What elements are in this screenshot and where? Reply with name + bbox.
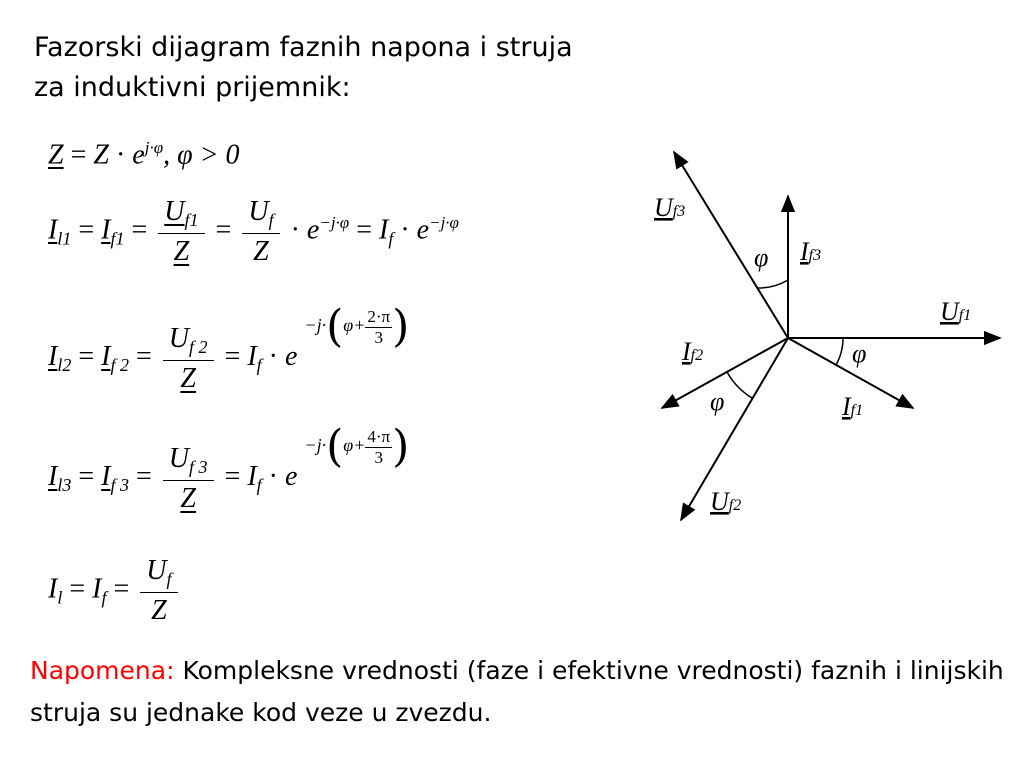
phasor-diagram <box>630 130 1020 540</box>
eq2-z: Z <box>173 236 190 267</box>
label-phi-2: φ <box>710 387 725 416</box>
label-if1: If1 <box>842 392 864 421</box>
eq2-i: I <box>101 214 111 246</box>
eq5-i-lhs: I <box>48 573 58 605</box>
eq5-i: I <box>92 573 102 605</box>
eq2-i-sub: f1 <box>110 228 125 249</box>
eq3-u: U <box>168 322 190 354</box>
eq4-i: I <box>101 461 111 493</box>
label-if3: If3 <box>800 237 822 266</box>
eq3-lhs-sub: l2 <box>57 355 72 376</box>
eq2-uf: U <box>248 196 269 227</box>
eq1-z-magnitude: Z <box>93 139 109 171</box>
eq1-equals: = <box>70 139 87 171</box>
eq3-i-sub: f 2 <box>110 355 129 376</box>
eq1-condition: , φ > 0 <box>163 139 240 171</box>
slide-title <box>34 28 573 108</box>
note-paragraph <box>30 650 1020 734</box>
eq3-exponent: −j·(φ+ $\frac{2\cdot\pi}{3}$ ) <box>304 301 410 352</box>
eq5-z: Z <box>151 595 167 626</box>
equation-impedance <box>48 138 240 171</box>
eq3-z: Z <box>180 362 196 394</box>
label-uf2: Uf2 <box>710 487 742 516</box>
eq2-exponent-2: −j·φ <box>429 213 459 233</box>
eq4-i-lhs: I <box>48 461 58 493</box>
title-line-2: za induktivni prijemnik: <box>34 72 351 103</box>
eq5-lhs-sub: l <box>57 587 63 608</box>
eq4-if-sub: f <box>256 475 262 496</box>
eq5-fraction <box>140 555 177 627</box>
eq1-e: e <box>132 139 145 171</box>
phasor-uf2 <box>681 338 788 520</box>
eq2-fraction-2 <box>242 196 279 268</box>
eq3-i: I <box>101 341 111 373</box>
eq2-fraction-1 <box>158 196 204 268</box>
eq1-exponent: j·φ <box>144 138 164 157</box>
label-phi-3: φ <box>754 243 769 272</box>
eq4-lhs-sub: l3 <box>57 475 72 496</box>
angle-arc-3 <box>758 280 788 288</box>
eq2-e: e <box>306 214 320 246</box>
label-phi-1: φ <box>852 339 867 368</box>
eq4-if: I <box>247 461 257 493</box>
eq3-if: I <box>247 341 257 373</box>
angle-arc-2 <box>727 372 752 398</box>
eq2-u-sub: f1 <box>184 210 199 230</box>
eq2-lhs-sub: l1 <box>57 228 72 249</box>
note-label: Napomena: <box>30 656 175 685</box>
eq3-if-sub: f <box>256 355 262 376</box>
equation-current-l2: $I_{l2} = I_{f 2}$ = $\frac{U_{f 2}}{Z}$ = $I_f \cdot e -j\cdot(\varphi+$ $\frac{2\cdot\pi}{3}$ ) <box>48 301 410 394</box>
eq2-uf-sub: f <box>268 210 274 230</box>
eq2-if-sub: f <box>388 228 394 249</box>
eq4-fraction <box>163 443 214 515</box>
eq5-i-sub: f <box>101 587 107 608</box>
equation-magnitude: $I_l = I_f$ = $\frac{U_f}{Z}$ <box>48 555 182 627</box>
eq5-u: U <box>146 555 167 586</box>
eq4-u-sub: f 3 <box>189 456 208 477</box>
label-if2: If2 <box>682 337 704 366</box>
eq2-e2: e <box>416 214 430 246</box>
note-text: Kompleksne vrednosti (faze i efektivne vrednosti) faznih i linijskih struja su jednake kod veze u zvezdu. <box>30 656 1004 727</box>
eq3-u-sub: f 2 <box>189 336 208 357</box>
eq4-i-sub: f 3 <box>110 475 129 496</box>
eq2-exponent: −j·φ <box>319 213 350 233</box>
eq3-fraction <box>163 323 214 395</box>
eq4-u: U <box>168 442 190 474</box>
eq4-exponent: −j·(φ+ $\frac{4\cdot\pi}{3}$ ) <box>304 421 410 472</box>
eq4-z: Z <box>180 482 196 514</box>
eq5-u-sub: f <box>166 569 172 589</box>
eq2-zs: Z <box>253 236 269 267</box>
eq2-i-lhs: I <box>48 214 58 246</box>
equation-current-l1: $I_{l1} = I_{f1}$ = $\frac{U_{f1}}{Z}$ = $\frac{U_f}{Z}$ · $e^{-j\cdot\varphi} = I_f \cdot e^{-j\cdot\varphi}$ <box>48 196 459 267</box>
eq1-z-complex: Z <box>48 139 64 171</box>
angle-arc-1 <box>836 338 843 365</box>
phasor-if2 <box>662 338 788 408</box>
eq1-dot: · <box>115 139 126 171</box>
label-uf3: Uf3 <box>654 193 686 222</box>
eq3-e: e <box>285 341 298 373</box>
eq3-i-lhs: I <box>48 341 58 373</box>
title-line-1: Fazorski dijagram faznih napona i struja <box>34 32 573 63</box>
label-uf1: Uf1 <box>940 297 972 326</box>
equation-current-l3: $I_{l3} = I_{f 3}$ = $\frac{U_{f 3}}{Z}$ = $I_f \cdot e -j\cdot(\varphi+$ $\frac{4\cdot\pi}{3}$ ) <box>48 421 410 514</box>
eq2-if: I <box>379 214 389 246</box>
eq2-u: U <box>164 196 185 227</box>
phasor-uf3 <box>674 152 788 338</box>
eq4-e: e <box>285 461 298 493</box>
